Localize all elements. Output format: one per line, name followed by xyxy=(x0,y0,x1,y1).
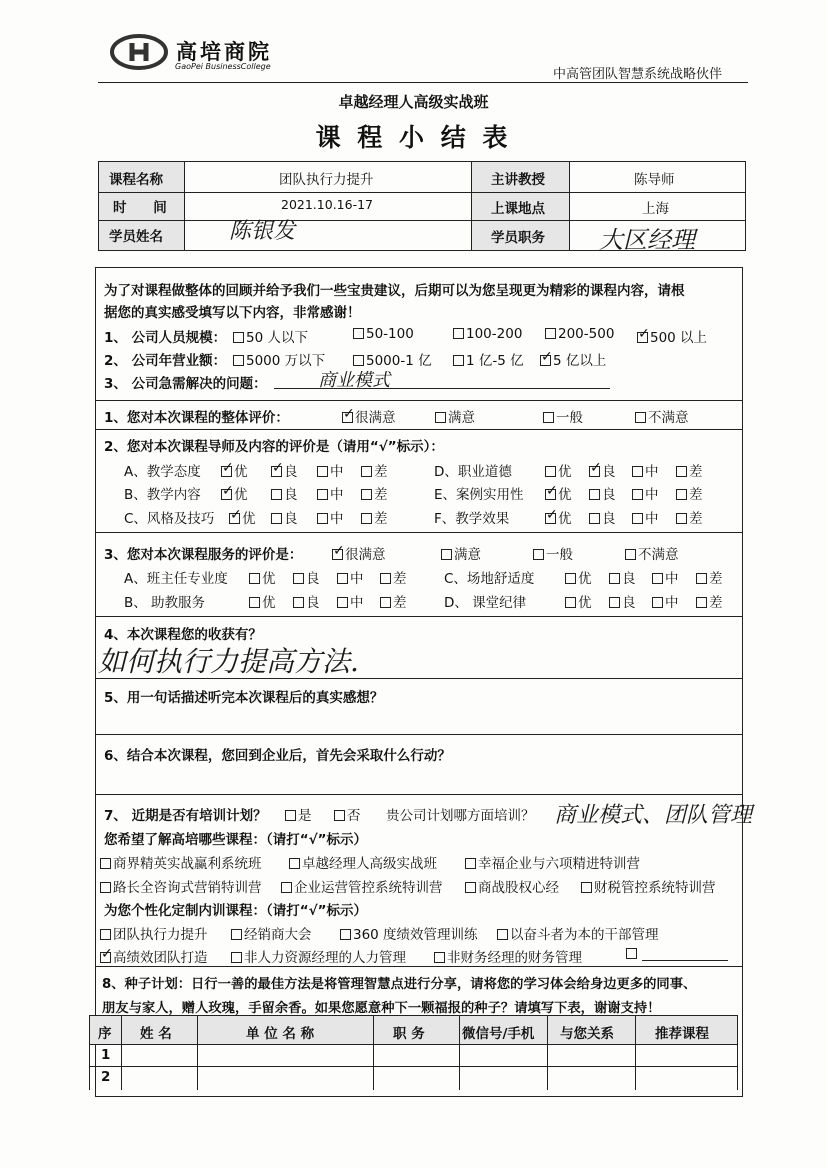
sec3-item: B、 助教服务 xyxy=(124,595,206,611)
checkbox[interactable] xyxy=(635,412,646,423)
student-position-label: 学员职务 xyxy=(491,230,545,246)
sec1-option[interactable]: 不满意 xyxy=(635,406,689,426)
time-label: 时 间 xyxy=(113,200,167,216)
sec2-item: C、风格及技巧 xyxy=(124,511,215,527)
grade-option[interactable]: 优 xyxy=(249,591,276,611)
grade-option[interactable]: 中 xyxy=(337,591,364,611)
custom-option[interactable]: 以奋斗者为本的干部管理 xyxy=(497,923,659,943)
grade-option[interactable]: 差 xyxy=(361,483,388,503)
sec4-answer[interactable]: 如何执行力提高方法. xyxy=(98,645,359,678)
place-label: 上课地点 xyxy=(491,201,545,217)
grade-option[interactable]: 良 xyxy=(271,483,298,503)
grade-option[interactable]: 优 xyxy=(249,567,276,587)
sec7-label: 7、 近期是否有培训计划？ xyxy=(104,808,267,824)
course-option[interactable]: 商战股权心经 xyxy=(465,876,559,896)
student-name-value[interactable]: 陈银发 xyxy=(229,219,296,244)
sec1-label: 1、您对本次课程的整体评价： xyxy=(104,410,289,426)
logo xyxy=(110,34,168,70)
grade-option[interactable]: 中 xyxy=(632,507,659,527)
custom-option[interactable]: ✓高绩效团队打造 xyxy=(100,946,208,966)
seed-table xyxy=(89,1015,738,1090)
logo-text: 高培商院 xyxy=(176,40,272,64)
checkbox[interactable] xyxy=(353,328,364,339)
course-option[interactable]: 企业运营管控系统特训营 xyxy=(281,876,443,896)
grade-option[interactable]: 中 xyxy=(317,507,344,527)
sec3-item: A、班主任专业度 xyxy=(124,571,228,587)
time-value[interactable]: 2021.10.16-17 xyxy=(281,197,373,212)
row-number: 1 xyxy=(101,1047,111,1063)
want-courses-label: 您希望了解高培哪些课程：（请打“√”标示） xyxy=(104,832,367,848)
sec3-option[interactable]: 不满意 xyxy=(625,543,679,563)
course-option[interactable]: 商界精英实战赢利系统班 xyxy=(100,852,262,872)
sec1-option[interactable]: 一般 xyxy=(543,406,583,426)
grade-option[interactable]: ✓ 优 xyxy=(221,483,248,503)
grade-option[interactable]: 优 xyxy=(565,591,592,611)
info-table xyxy=(98,161,746,254)
row-number: 2 xyxy=(101,1069,111,1085)
grade-option[interactable]: ✓ 优 xyxy=(229,507,256,527)
intro-text-2: 据您的真实感受填写以下内容，非常感谢！ xyxy=(104,305,361,321)
q2-option[interactable]: 5000-1 亿 xyxy=(353,349,432,369)
sec5-label: 5、用一句话描述听完本次课程后的真实感想？ xyxy=(104,690,384,706)
col-header: 职 务 xyxy=(393,1026,425,1042)
q2-option[interactable]: 1 亿-5 亿 xyxy=(453,349,524,369)
sec7-no[interactable]: 否 xyxy=(334,804,361,824)
grade-option[interactable]: 中 xyxy=(317,460,344,480)
course-option[interactable]: 财税管控系统特训营 xyxy=(581,876,716,896)
sec7-plan-question: 贵公司计划哪方面培训？ xyxy=(386,808,535,824)
course-name-value[interactable]: 团队执行力提升 xyxy=(279,172,374,188)
teacher-value[interactable]: 陈导师 xyxy=(634,172,675,188)
q1-option[interactable]: 200-500 xyxy=(545,326,614,342)
grade-option[interactable]: ✓ 优 xyxy=(221,460,248,480)
grade-option[interactable]: 差 xyxy=(696,591,723,611)
q1-label: 1、 公司人员规模： xyxy=(104,330,227,346)
grade-option[interactable]: 中 xyxy=(317,483,344,503)
checkbox[interactable] xyxy=(353,355,364,366)
grade-option[interactable]: 中 xyxy=(632,460,659,480)
q2-option[interactable]: 5000 万以下 xyxy=(233,349,325,369)
sec2-item: A、教学态度 xyxy=(124,464,201,480)
checkbox[interactable] xyxy=(233,332,244,343)
feedback-form xyxy=(95,267,753,1097)
sec2-item: D、职业道德 xyxy=(434,464,512,480)
custom-option[interactable]: 经销商大会 xyxy=(231,923,312,943)
checkbox[interactable] xyxy=(435,412,446,423)
checkbox[interactable] xyxy=(545,328,556,339)
student-position-value[interactable]: 大区经理 xyxy=(599,226,695,254)
logo-subtitle: GaoPei BusinessCollege xyxy=(175,62,271,71)
grade-option[interactable]: 中 xyxy=(632,483,659,503)
grade-option[interactable]: 差 xyxy=(380,567,407,587)
q3-label: 3、 公司急需解决的问题： xyxy=(104,376,267,392)
sec3-label: 3、您对本次课程服务的评价是： xyxy=(104,547,303,563)
sec3-option[interactable]: 满意 xyxy=(441,543,481,563)
custom-option[interactable]: 非财务经理的财务管理 xyxy=(434,946,582,966)
grade-option[interactable]: 良 xyxy=(293,567,320,587)
grade-option[interactable]: ✓ 良 xyxy=(271,460,298,480)
checkbox[interactable] xyxy=(233,355,244,366)
checkbox[interactable] xyxy=(453,328,464,339)
sec1-option[interactable]: ✓ 很满意 xyxy=(342,406,396,426)
grade-option[interactable]: 良 xyxy=(609,567,636,587)
checkbox[interactable] xyxy=(453,355,464,366)
col-header: 微信号/手机 xyxy=(462,1026,535,1042)
sec2-item: E、案例实用性 xyxy=(434,487,524,503)
sec3-item: D、 课堂纪律 xyxy=(444,595,527,611)
checkbox-checked[interactable] xyxy=(637,332,648,343)
sec4-label: 4、本次课程您的收获有？ xyxy=(104,627,262,643)
course-option[interactable]: 卓越经理人高级实战班 xyxy=(289,852,437,872)
sec2-item: B、教学内容 xyxy=(124,487,201,503)
slogan: 中高管团队智慧系统战略伙伴 xyxy=(553,67,723,82)
col-header: 序 xyxy=(98,1026,112,1042)
checkbox-checked[interactable] xyxy=(342,412,353,423)
sec6-label: 6、结合本次课程，您回到企业后，首先会采取什么行动？ xyxy=(104,748,451,764)
grade-option[interactable]: 差 xyxy=(380,591,407,611)
grade-option[interactable]: 中 xyxy=(337,567,364,587)
teacher-label: 主讲教授 xyxy=(491,172,545,188)
grade-option[interactable]: ✓ 优 xyxy=(545,507,572,527)
grade-option[interactable]: 中 xyxy=(652,591,679,611)
col-header: 推荐课程 xyxy=(655,1026,709,1042)
sec8-text-1: 8、种子计划：日行一善的最佳方法是将管理智慧点进行分享，请将您的学习体会给身边更多的同事、 xyxy=(102,977,697,992)
q3-answer[interactable]: 商业模式 xyxy=(318,370,390,391)
sec8-text-2: 朋友与家人，赠人玫瑰，手留余香。如果您愿意种下一颗福报的种子？请填写下表，谢谢支持！ xyxy=(102,1001,661,1016)
grade-option[interactable]: 良 xyxy=(293,591,320,611)
grade-option[interactable]: 差 xyxy=(676,460,703,480)
col-header: 姓 名 xyxy=(140,1026,172,1042)
q1-option[interactable]: 100-200 xyxy=(453,326,522,342)
q1-option[interactable]: 50-100 xyxy=(353,326,414,342)
grade-option[interactable]: 优 xyxy=(545,460,572,480)
course-name-label: 课程名称 xyxy=(109,172,163,188)
sec7-plan-answer[interactable]: 商业模式、团队管理 xyxy=(554,803,753,828)
grade-option[interactable]: 差 xyxy=(361,507,388,527)
sec3-option[interactable]: 一般 xyxy=(533,543,573,563)
custom-courses-label: 为您个性化定制内训课程：（请打“√”标示） xyxy=(104,903,367,919)
q2-label: 2、 公司年营业额： xyxy=(104,353,227,369)
sec2-label: 2、您对本次课程导师及内容的评价是（请用“√”标示）： xyxy=(104,439,444,455)
grade-option[interactable]: 优 xyxy=(565,567,592,587)
course-option[interactable]: 路长全咨询式营销特训营 xyxy=(100,876,262,896)
checkbox[interactable] xyxy=(543,412,554,423)
sec1-option[interactable]: 满意 xyxy=(435,406,475,426)
grade-option[interactable]: ✓ 良 xyxy=(589,460,616,480)
q1-option[interactable]: ✓ 500 以上 xyxy=(637,326,707,346)
sec3-option[interactable]: ✓ 很满意 xyxy=(332,543,386,563)
grade-option[interactable]: 差 xyxy=(676,507,703,527)
q1-option[interactable]: 50 人以下 xyxy=(233,326,308,346)
place-value[interactable]: 上海 xyxy=(642,201,669,217)
grade-option[interactable]: 良 xyxy=(271,507,298,527)
col-header: 单 位 名 称 xyxy=(246,1026,315,1042)
custom-option[interactable]: 非人力资源经理的人力管理 xyxy=(231,946,406,966)
custom-option-other[interactable] xyxy=(626,946,639,962)
grade-option[interactable]: 差 xyxy=(361,460,388,480)
course-option[interactable]: 幸福企业与六项精进特训营 xyxy=(465,852,640,872)
custom-option[interactable]: 360 度绩效管理训练 xyxy=(340,923,478,943)
grade-option[interactable]: 中 xyxy=(652,567,679,587)
program-name: 卓越经理人高级实战班 xyxy=(338,93,489,111)
grade-option[interactable]: 差 xyxy=(676,483,703,503)
sec7-yes[interactable]: 是 xyxy=(285,804,312,824)
col-header: 与您关系 xyxy=(560,1026,614,1042)
grade-option[interactable]: 差 xyxy=(696,567,723,587)
grade-option[interactable]: 良 xyxy=(589,483,616,503)
sec2-item: F、教学效果 xyxy=(434,511,510,527)
custom-option[interactable]: 团队执行力提升 xyxy=(100,923,208,943)
grade-option[interactable]: 良 xyxy=(589,507,616,527)
page-title: 课 程 小 结 表 xyxy=(315,123,512,152)
q2-option[interactable]: ✓ 5 亿以上 xyxy=(540,349,606,369)
student-name-label: 学员姓名 xyxy=(109,229,163,245)
grade-option[interactable]: ✓ 优 xyxy=(545,483,572,503)
sec3-item: C、场地舒适度 xyxy=(444,571,535,587)
grade-option[interactable]: 良 xyxy=(609,591,636,611)
checkbox-checked[interactable] xyxy=(540,355,551,366)
intro-text-1: 为了对课程做整体的回顾并给予我们一些宝贵建议，后期可以为您呈现更为精彩的课程内容，请根 xyxy=(104,283,685,299)
